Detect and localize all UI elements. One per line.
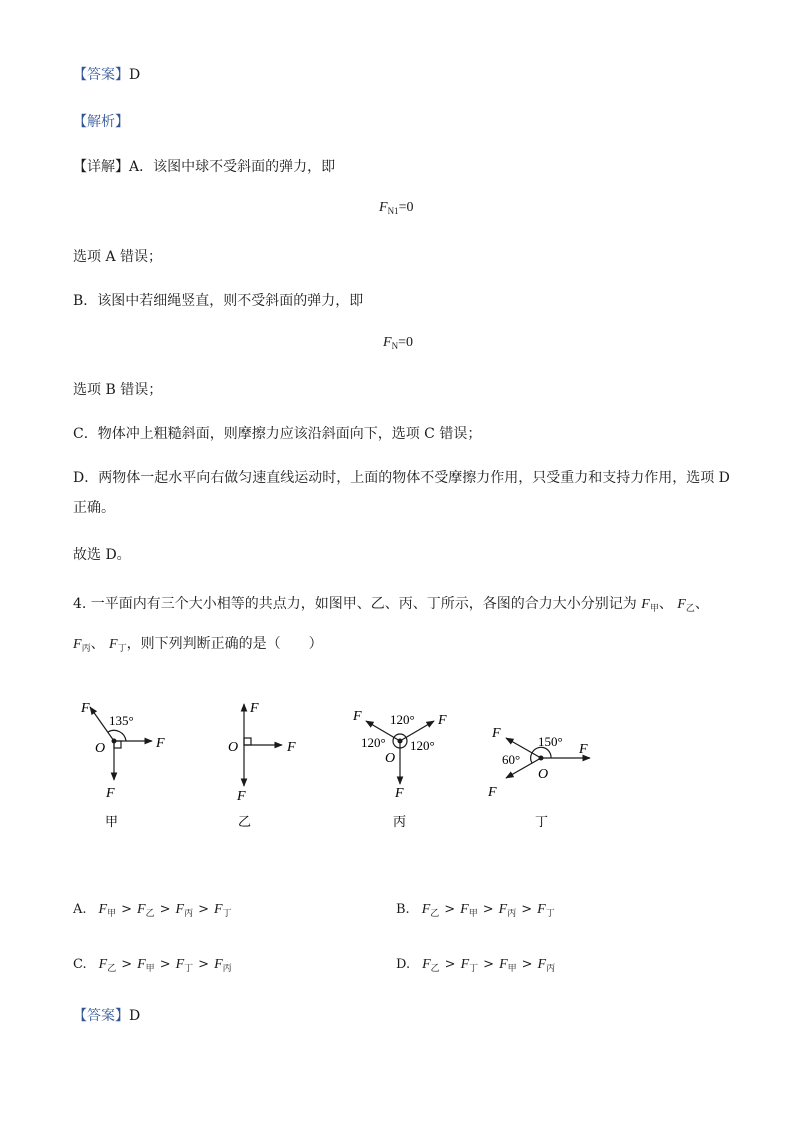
option-force-symbol: F bbox=[499, 957, 508, 972]
q4-text: 4. 一平面内有三个大小相等的共点力，如图甲、乙、丙、丁所示，各图的合力大小分别记为 bbox=[73, 596, 637, 612]
q4-sub-jia: 甲 bbox=[649, 604, 659, 614]
option-force-subscript: 甲 bbox=[468, 909, 478, 919]
diagram-yi bbox=[244, 704, 282, 786]
answer-value: D bbox=[129, 67, 141, 83]
detail-tag: 【详解】 bbox=[73, 159, 129, 175]
option-gt: > bbox=[198, 957, 210, 972]
ding-origin-label: O bbox=[538, 767, 549, 782]
line-b2: 选项 B 错误； bbox=[73, 382, 163, 398]
option-force-subscript: 乙 bbox=[107, 964, 117, 974]
bing-angle-top: 120° bbox=[390, 712, 415, 727]
option-gt: > bbox=[159, 902, 171, 917]
q4-f-jia: F bbox=[641, 597, 650, 612]
bing-f-upright: F bbox=[438, 713, 447, 728]
eq1-rest: =0 bbox=[398, 200, 414, 215]
option-force-subscript: 甲 bbox=[107, 909, 117, 919]
force-diagrams bbox=[0, 690, 794, 870]
q4-sub-ding: 丁 bbox=[117, 644, 127, 654]
detail-line bbox=[73, 157, 335, 177]
option-force-symbol: F bbox=[213, 902, 223, 917]
option-gt: > bbox=[444, 957, 456, 972]
option-force-symbol: F bbox=[460, 957, 470, 972]
option-force-symbol: F bbox=[460, 902, 469, 917]
option-force-symbol: F bbox=[537, 957, 547, 972]
caption-yi: 乙 bbox=[238, 814, 252, 829]
equation-fn bbox=[383, 335, 413, 351]
yi-f-right: F bbox=[287, 740, 296, 755]
line-d1: D．两物体一起水平向右做匀速直线运动时，上面的物体不受摩擦力作用，只受重力和支持力作用，选项 D bbox=[73, 470, 730, 486]
ding-angle-150: 150° bbox=[538, 734, 563, 749]
option-gt: > bbox=[482, 902, 494, 917]
option-force-symbol: F bbox=[537, 902, 546, 917]
eq2-rest: =0 bbox=[398, 335, 413, 350]
jia-angle-label: 135° bbox=[109, 713, 134, 728]
origin-dot-jia bbox=[112, 739, 117, 744]
option-c[interactable] bbox=[73, 957, 232, 973]
eq2-symbol: F bbox=[383, 335, 392, 350]
option-force-symbol: F bbox=[175, 902, 185, 917]
option-label: C. bbox=[73, 957, 87, 972]
option-gt: > bbox=[121, 957, 133, 972]
bing-angle-left: 120° bbox=[361, 735, 386, 750]
bing-angle-right: 120° bbox=[410, 738, 435, 753]
jia-f-upleft: F bbox=[81, 701, 90, 716]
option-force-subscript: 丙 bbox=[507, 909, 517, 919]
option-a[interactable] bbox=[73, 902, 232, 918]
option-gt: > bbox=[521, 957, 533, 972]
q4-sep-1: 、 bbox=[658, 596, 673, 612]
yi-f-down: F bbox=[237, 789, 246, 804]
answer-value-2: D bbox=[129, 1008, 141, 1024]
yi-origin-label: O bbox=[228, 740, 239, 755]
option-force-subscript: 乙 bbox=[430, 909, 440, 919]
option-force-subscript: 丁 bbox=[184, 964, 194, 974]
option-force-subscript: 甲 bbox=[507, 964, 517, 974]
answer-tag-2: 【答案】 bbox=[73, 1008, 129, 1024]
ding-f-downleft: F bbox=[488, 785, 497, 800]
line-d2: 正确。 bbox=[73, 500, 115, 516]
jia-origin-label: O bbox=[95, 741, 106, 756]
analysis-tag: 【解析】 bbox=[73, 114, 129, 130]
option-force-subscript: 丁 bbox=[222, 909, 232, 919]
analysis-line bbox=[73, 112, 129, 132]
option-gt: > bbox=[198, 902, 209, 917]
option-force-symbol: F bbox=[137, 957, 146, 972]
option-d[interactable] bbox=[396, 957, 555, 973]
option-force-symbol: F bbox=[137, 902, 146, 917]
option-gt: > bbox=[444, 902, 456, 917]
option-gt: > bbox=[121, 902, 133, 917]
line-e: 故选 D。 bbox=[73, 547, 131, 563]
option-force-symbol: F bbox=[214, 957, 223, 972]
line-b: B．该图中若细绳竖直，则不受斜面的弹力，即 bbox=[73, 293, 364, 309]
yi-f-up: F bbox=[250, 701, 259, 716]
answer-line bbox=[73, 65, 140, 85]
option-label: B. bbox=[396, 902, 410, 917]
q4-line2-end: ，则下列判断正确的是（ ） bbox=[126, 636, 323, 652]
ding-f-upleft: F bbox=[492, 726, 501, 741]
option-force-subscript: 丙 bbox=[184, 909, 194, 919]
ding-f-right: F bbox=[579, 742, 588, 757]
option-force-subscript: 乙 bbox=[430, 964, 440, 974]
q4-f-bing: F bbox=[73, 637, 82, 652]
q4-sep-3: 、 bbox=[90, 636, 105, 652]
option-label: A. bbox=[73, 902, 87, 917]
origin-dot-ding bbox=[539, 756, 544, 761]
option-force-subscript: 甲 bbox=[145, 964, 155, 974]
option-gt: > bbox=[521, 902, 533, 917]
detail-text: A．该图中球不受斜面的弹力，即 bbox=[129, 159, 336, 175]
eq2-subscript: N bbox=[391, 341, 399, 351]
q4-sub-yi: 乙 bbox=[685, 604, 695, 614]
q4-sub-bing: 丙 bbox=[81, 644, 91, 654]
caption-jia: 甲 bbox=[105, 814, 119, 829]
question-4-line1 bbox=[73, 594, 709, 616]
ding-angle-60: 60° bbox=[502, 752, 521, 767]
option-force-subscript: 丙 bbox=[546, 964, 556, 974]
option-gt: > bbox=[159, 957, 171, 972]
caption-bing: 丙 bbox=[393, 814, 407, 829]
jia-f-right: F bbox=[156, 736, 165, 751]
answer-line-2 bbox=[73, 1006, 140, 1026]
bing-f-upleft: F bbox=[353, 709, 362, 724]
line-a: 选项 A 错误； bbox=[73, 249, 163, 265]
q4-sep-2: 、 bbox=[694, 596, 709, 612]
question-4-line2 bbox=[73, 634, 323, 656]
option-force-symbol: F bbox=[498, 902, 508, 917]
eq1-symbol: F bbox=[379, 200, 388, 215]
option-force-subscript: 丁 bbox=[545, 909, 555, 919]
line-c: C．物体冲上粗糙斜面，则摩擦力应该沿斜面向下，选项 C 错误； bbox=[73, 426, 482, 442]
q4-f-yi: F bbox=[677, 597, 686, 612]
origin-dot-bing bbox=[398, 739, 403, 744]
equation-fn1 bbox=[379, 200, 413, 216]
option-label: D. bbox=[396, 957, 411, 972]
option-force-symbol: F bbox=[422, 957, 431, 972]
bing-origin-label: O bbox=[385, 751, 396, 766]
caption-ding: 丁 bbox=[535, 814, 549, 829]
option-b[interactable] bbox=[396, 902, 555, 918]
option-force-symbol: F bbox=[98, 957, 108, 972]
option-force-subscript: 丁 bbox=[469, 964, 479, 974]
option-gt: > bbox=[483, 957, 495, 972]
q4-f-ding: F bbox=[109, 637, 118, 652]
option-force-subscript: 丙 bbox=[222, 964, 232, 974]
answer-tag: 【答案】 bbox=[73, 67, 129, 83]
option-force-symbol: F bbox=[98, 902, 108, 917]
eq1-subscript: N1 bbox=[387, 206, 399, 216]
option-force-symbol: F bbox=[175, 957, 185, 972]
bing-f-down: F bbox=[395, 786, 404, 801]
option-force-subscript: 乙 bbox=[145, 909, 155, 919]
jia-f-down: F bbox=[106, 786, 115, 801]
option-force-symbol: F bbox=[421, 902, 431, 917]
